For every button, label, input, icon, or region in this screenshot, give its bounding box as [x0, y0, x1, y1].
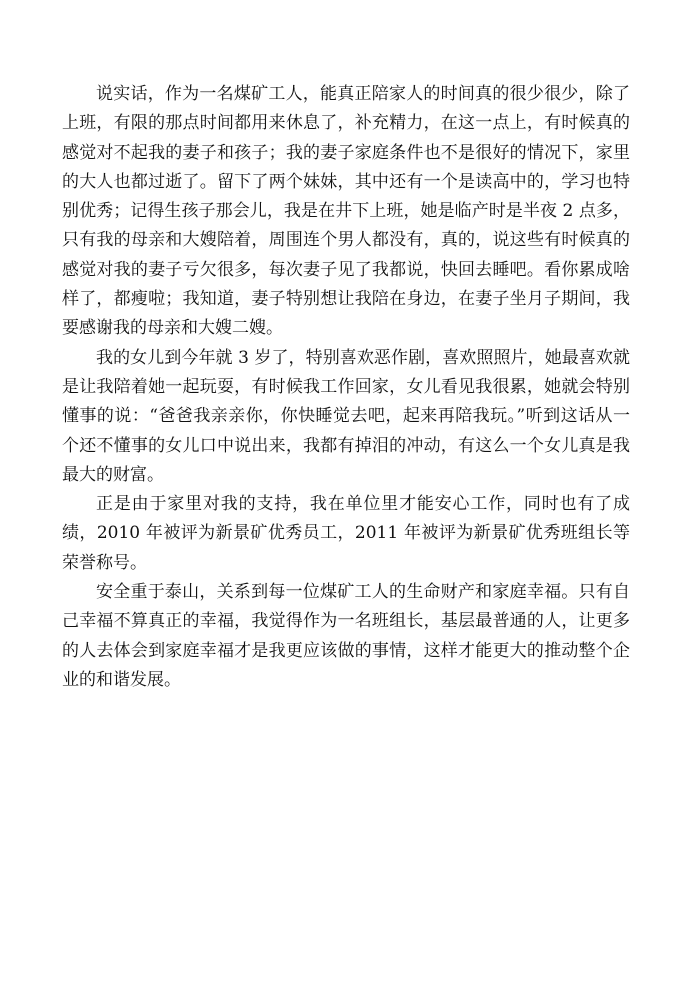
paragraph-family-sacrifice: 说实话，作为一名煤矿工人，能真正陪家人的时间真的很少很少，除了上班，有限的那点时间都用来休息了，补充精力，在这一点上，有时候真的感觉对不起我的妻子和孩子；我的妻子家庭条件也不是很好的情况下，家里的大人也都过逝了。留下了两个妹妹，其中还有一个是读高中的，学习也特别优秀；记得生孩子那会儿，我是在井下上班，她是临产时是半夜 2 点多，只有我的母亲和大嫂陪着，周围连个男人都没有，真的，说这些有时候真的感觉对我的妻子亏欠很多，每次妻子见了我都说，快回去睡吧。看你累成啥样了，都瘦啦；我知道，妻子特别想让我陪在身边，在妻子坐月子期间，我要感谢我的母亲和大嫂二嫂。	[62, 84, 630, 339]
document-body	[62, 80, 630, 695]
paragraph-daughter: 我的女儿到今年就 3 岁了，特别喜欢恶作剧，喜欢照照片，她最喜欢就是让我陪着她一起玩耍，有时候我工作回家，女儿看见我很累，她就会特别懂事的说：“爸爸我亲亲你，你快睡觉去吧，起来再陪我玩。”听到这话从一个还不懂事的女儿口中说出来，我都有掉泪的冲动，有这么一个女儿真是我最大的财富。	[62, 347, 630, 485]
paragraph-work-achievements: 正是由于家里对我的支持，我在单位里才能安心工作，同时也有了成绩，2010 年被评为新景矿优秀员工，2011 年被评为新景矿优秀班组长等荣誉称号。	[62, 494, 630, 573]
paragraph-safety-happiness: 安全重于泰山，关系到每一位煤矿工人的生命财产和家庭幸福。只有自己幸福不算真正的幸福，我觉得作为一名班组长，基层最普通的人，让更多的人去体会到家庭幸福才是我更应该做的事情，这样才能更大的推动整个企业的和谐发展。	[62, 582, 630, 690]
